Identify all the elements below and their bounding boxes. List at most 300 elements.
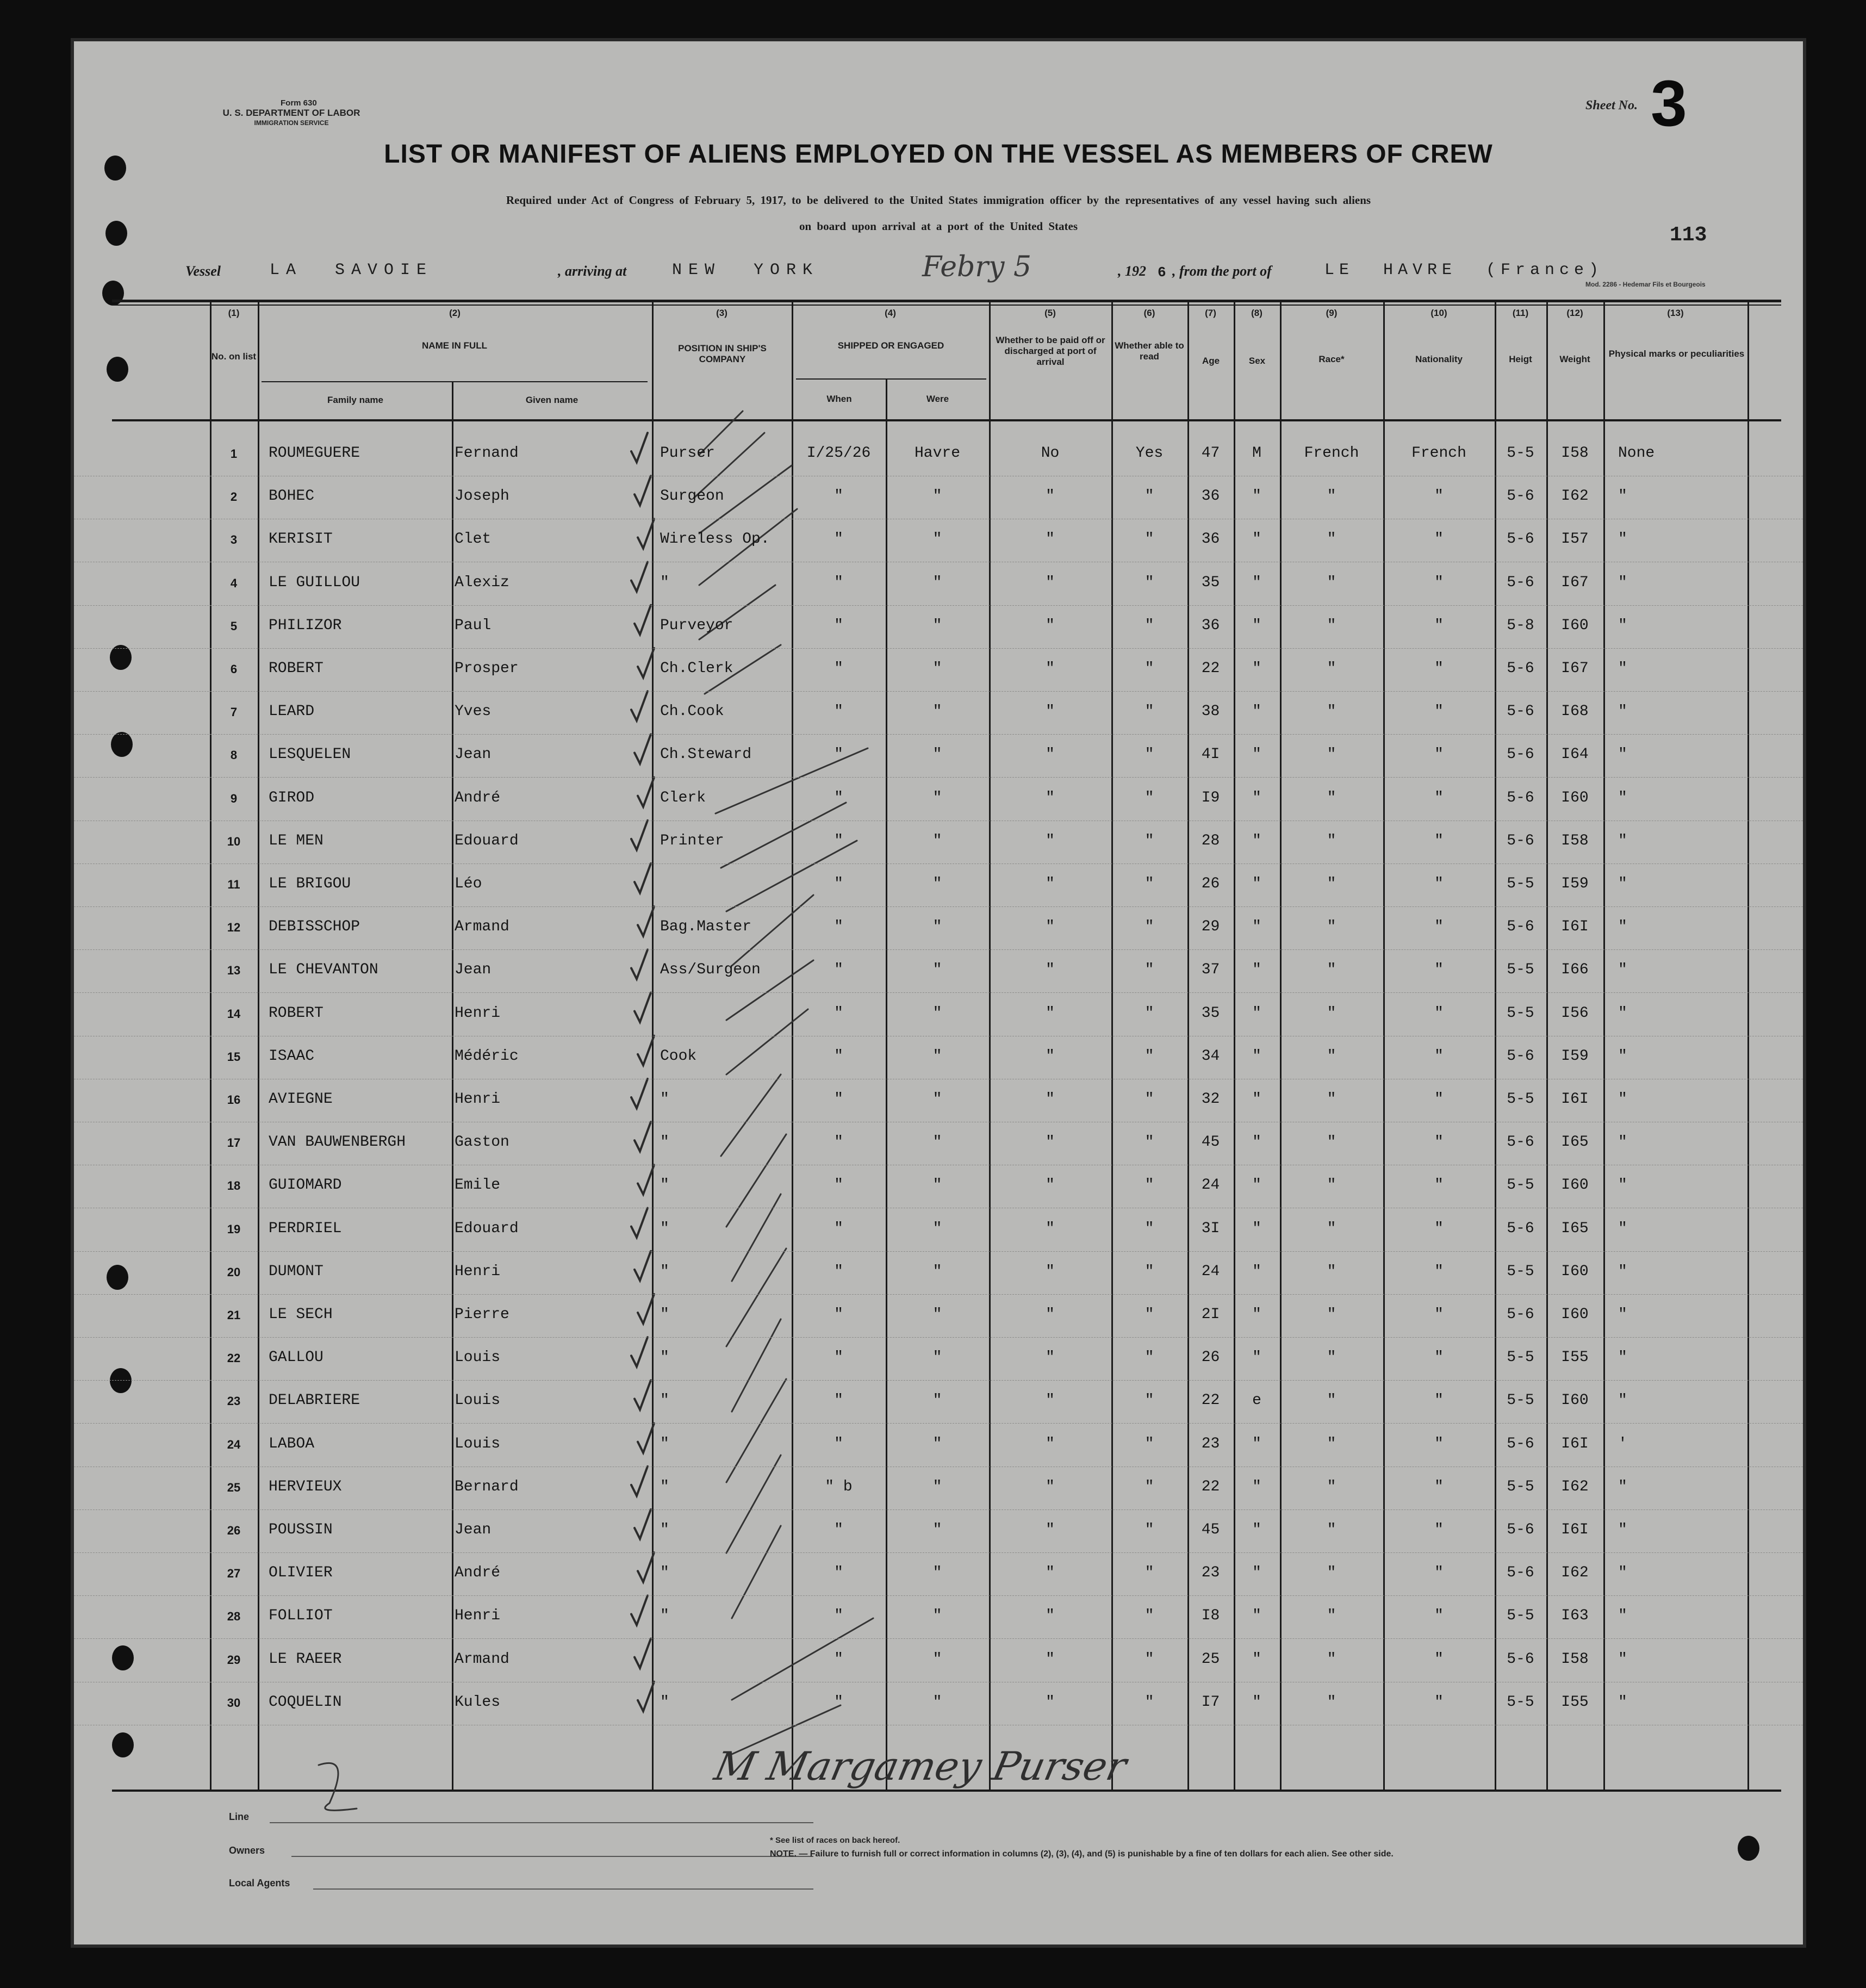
cell-weight: I6I [1561,1091,1589,1108]
col-num: (7) [1205,308,1216,318]
races-note: * See list of races on back hereof. [770,1836,900,1845]
cell-age: 36 [1201,488,1220,505]
table-row [74,605,1803,649]
cell-height: 5-5 [1507,1177,1534,1194]
cell-weight: I59 [1561,1047,1589,1065]
cell-where: " [932,1263,942,1280]
cell-weight: I55 [1561,1693,1589,1711]
col-num: (2) [449,308,461,318]
cell-given: Pierre [455,1306,509,1323]
cell-weight: I60 [1561,789,1589,806]
cell-family: LE SECH [269,1306,333,1323]
cell-marks: " [1618,1306,1627,1323]
cell-sex: " [1252,746,1261,763]
cell-paid: " [1046,488,1055,505]
cell-paid: " [1046,1650,1055,1668]
col-header-paid-off: Whether to be paid off or discharged at port of arrival [996,335,1105,367]
cell-marks: " [1618,918,1627,936]
cell-age: 24 [1201,1263,1220,1280]
table-row [74,1337,1803,1381]
cell-weight: I58 [1561,1650,1589,1668]
cell-sex: " [1252,1521,1261,1538]
cell-nat: " [1434,1435,1444,1452]
arrival-date-handwritten: Febry 5 [922,251,1032,283]
cell-no: 25 [227,1480,241,1494]
cell-height: 5-5 [1507,961,1534,979]
col-num: (11) [1512,308,1529,318]
cell-given: Médéric [455,1047,519,1065]
cell-read: " [1145,1263,1154,1280]
footer-line-label: Line [229,1811,250,1822]
cell-age: I7 [1201,1693,1220,1711]
cell-position: " [660,1306,669,1323]
cell-marks: " [1618,746,1627,763]
col-num: (12) [1566,308,1583,318]
cell-age: 35 [1201,574,1220,591]
cell-position: " [660,1435,669,1452]
cell-weight: I62 [1561,1564,1589,1582]
col-num: (3) [716,308,727,318]
cell-height: 5-6 [1507,1047,1534,1065]
cell-when: " [834,1047,843,1065]
cell-nat: " [1434,1220,1444,1237]
cell-position: " [660,1693,669,1711]
cell-weight: I6I [1561,1521,1589,1538]
cell-family: GIROD [269,789,315,806]
cell-family: ROBERT [269,1004,324,1022]
cell-nat: " [1434,1564,1444,1582]
cell-nat: " [1434,961,1444,979]
cell-nat: " [1434,1134,1444,1151]
cell-nat: " [1434,1478,1444,1495]
cell-weight: I66 [1561,961,1589,979]
cell-nat: " [1434,574,1444,591]
cell-weight: I60 [1561,1177,1589,1194]
cell-family: PHILIZOR [269,617,342,634]
cell-race: " [1327,617,1336,634]
cell-paid: " [1046,875,1055,892]
cell-no: 1 [230,447,238,461]
cell-race: " [1327,1306,1336,1323]
cell-age: 23 [1201,1435,1220,1452]
cell-family: OLIVIER [269,1564,333,1582]
cell-race: French [1304,445,1359,462]
col-num: (8) [1251,308,1262,318]
table-row [74,519,1803,562]
cell-family: PERDRIEL [269,1220,342,1237]
cell-race: " [1327,1091,1336,1108]
cell-nat: " [1434,617,1444,634]
footer-owners-label: Owners [229,1845,265,1856]
cell-where: " [932,1521,942,1538]
cell-no: 7 [230,705,238,719]
cell-given: Jean [455,961,492,979]
cell-age: I8 [1201,1607,1220,1625]
cell-age: 2I [1201,1306,1220,1323]
cell-weight: I64 [1561,746,1589,763]
cell-nat: " [1434,1091,1444,1108]
cell-paid: " [1046,1091,1055,1108]
cell-nat: French [1411,445,1466,462]
cell-where: " [932,1693,942,1711]
cell-when: " [834,1435,843,1452]
cell-sex: " [1252,1693,1261,1711]
table-row [74,734,1803,778]
cell-position: " [660,574,669,591]
cell-read: " [1145,746,1154,763]
cell-where: " [932,1607,942,1625]
sheet-label: Sheet No. [1585,98,1638,113]
cell-marks: " [1618,1349,1627,1366]
cell-race: " [1327,1004,1336,1022]
cell-sex: " [1252,832,1261,849]
cell-read: " [1145,1521,1154,1538]
cell-marks: " [1618,1004,1627,1022]
arrival-port: NEW YORK [672,261,819,279]
cell-where: " [932,531,942,548]
cell-no: 24 [227,1437,241,1451]
cell-height: 5-5 [1507,1263,1534,1280]
fine-note: NOTE. — Failure to furnish full or correct information in columns (2), (3), (4), and (5) is punishable by a fine of ten dollars for each alien. See other side. [770,1849,1394,1859]
table-row [74,1424,1803,1467]
cell-given: Léo [455,875,482,892]
cell-no: 12 [227,921,241,935]
cell-position: Bag.Master [660,918,752,936]
cell-read: " [1145,1478,1154,1495]
cell-when: " [834,1521,843,1538]
cell-weight: I65 [1561,1220,1589,1237]
stamp-number: 113 [1670,223,1707,247]
cell-age: 45 [1201,1134,1220,1151]
col-header-position: POSITION IN SHIP'S COMPANY [678,343,767,364]
cell-given: Jean [455,746,492,763]
cell-family: ROUMEGUERE [269,445,360,462]
cell-no: 29 [227,1652,241,1667]
cell-paid: " [1046,1607,1055,1625]
cell-weight: I6I [1561,1435,1589,1452]
cell-no: 11 [227,878,240,891]
cell-sex: " [1252,1607,1261,1625]
cell-nat: " [1434,1650,1444,1668]
cell-sex: " [1252,660,1261,677]
cell-sex: " [1252,1263,1261,1280]
cell-read: " [1145,832,1154,849]
cell-marks: " [1618,1134,1627,1151]
year-label: , 192 [1118,263,1146,279]
cell-when: " [834,703,843,720]
table-row [74,1467,1803,1510]
cell-weight: I58 [1561,832,1589,849]
cell-family: VAN BAUWENBERGH [269,1134,406,1151]
cell-height: 5-6 [1507,488,1534,505]
cell-paid: " [1046,1134,1055,1151]
cell-height: 5-5 [1507,1693,1534,1711]
cell-position: " [660,1177,669,1194]
cell-given: Henri [455,1091,501,1108]
cell-sex: " [1252,574,1261,591]
cell-race: " [1327,918,1336,936]
cell-position: Ass/Surgeon [660,961,761,979]
cell-given: Emile [455,1177,501,1194]
cell-paid: " [1046,1435,1055,1452]
cell-where: Havre [914,445,960,462]
cell-where: " [932,1564,942,1582]
cell-when: " [834,1650,843,1668]
cell-read: " [1145,1091,1154,1108]
arriving-label: , arriving at [558,263,627,279]
vessel-label: Vessel [185,263,221,279]
cell-read: " [1145,961,1154,979]
cell-height: 5-6 [1507,1521,1534,1538]
col-header-read: Whether able to read [1115,340,1184,362]
cell-when: " [834,918,843,936]
cell-age: 28 [1201,832,1220,849]
cell-when: " [834,1091,843,1108]
cell-family: LE BRIGOU [269,875,351,892]
cell-when: " [834,1693,843,1711]
cell-nat: " [1434,875,1444,892]
departure-port: LE HAVRE (France) [1324,261,1604,279]
cell-marks: " [1618,1220,1627,1237]
cell-read: " [1145,1392,1154,1409]
cell-when: " [834,1177,843,1194]
cell-no: 6 [230,662,238,676]
cell-weight: I62 [1561,488,1589,505]
cell-no: 30 [227,1695,241,1710]
cell-where: " [932,746,942,763]
cell-family: DELABRIERE [269,1392,360,1409]
table-row [74,906,1803,950]
cell-height: 5-5 [1507,1392,1534,1409]
cell-given: Edouard [455,1220,519,1237]
cell-family: GUIOMARD [269,1177,342,1194]
cell-age: 22 [1201,660,1220,677]
cell-read: " [1145,574,1154,591]
cell-age: 26 [1201,875,1220,892]
cell-no: 16 [227,1093,241,1107]
cell-race: " [1327,1650,1336,1668]
cell-read: " [1145,875,1154,892]
cell-paid: " [1046,918,1055,936]
cell-position: " [660,1478,669,1495]
cell-where: " [932,703,942,720]
col-header-weight: Weight [1559,354,1590,364]
cell-given: Fernand [455,445,519,462]
cell-marks: None [1618,445,1655,462]
cell-race: " [1327,1435,1336,1452]
cell-height: 5-5 [1507,1091,1534,1108]
cell-age: 36 [1201,531,1220,548]
cell-sex: " [1252,1650,1261,1668]
cell-read: " [1145,918,1154,936]
cell-marks: " [1618,1693,1627,1711]
table-row [74,1380,1803,1424]
cell-given: Alexiz [455,574,509,591]
cell-position: " [660,1564,669,1582]
col-header-no: No. on list [211,351,257,362]
cell-position: " [660,1392,669,1409]
cell-no: 20 [227,1265,241,1279]
cell-age: 32 [1201,1091,1220,1108]
cell-where: " [932,574,942,591]
cell-nat: " [1434,531,1444,548]
cell-when: " [834,875,843,892]
cell-where: " [932,660,942,677]
cell-where: " [932,1650,942,1668]
cell-race: " [1327,1392,1336,1409]
cell-family: GALLOU [269,1349,324,1366]
cell-family: COQUELIN [269,1693,342,1711]
table-row [74,821,1803,864]
cell-no: 15 [227,1049,241,1064]
cell-read: " [1145,1564,1154,1582]
cell-position: Ch.Clerk [660,660,733,677]
cell-marks: " [1618,1177,1627,1194]
cell-paid: " [1046,832,1055,849]
cell-height: 5-6 [1507,789,1534,806]
cell-paid: " [1046,1392,1055,1409]
cell-position: " [660,1091,669,1108]
cell-position: Wireless Op. [660,531,770,548]
table-row [74,433,1803,476]
table-row [74,1208,1803,1252]
cell-family: LEARD [269,703,315,720]
cell-read: " [1145,488,1154,505]
col-header-name: NAME IN FULL [422,340,487,351]
cell-race: " [1327,1263,1336,1280]
cell-sex: " [1252,1435,1261,1452]
cell-height: 5-6 [1507,746,1534,763]
cell-no: 8 [230,748,238,762]
cell-no: 10 [227,834,241,848]
cell-when: " [834,789,843,806]
cell-read: " [1145,660,1154,677]
cell-sex: " [1252,1047,1261,1065]
table-row [74,863,1803,907]
col-header-height: Heigt [1509,354,1532,364]
cell-age: 24 [1201,1177,1220,1194]
table-row [74,778,1803,821]
cell-no: 3 [230,533,238,547]
table-row [74,1595,1803,1639]
cell-given: Louis [455,1392,501,1409]
cell-when: " [834,617,843,634]
cell-height: 5-6 [1507,1435,1534,1452]
cell-marks: " [1618,1607,1627,1625]
cell-race: " [1327,1521,1336,1538]
col-header-when: When [826,394,852,404]
cell-race: " [1327,1134,1336,1151]
cell-given: Jean [455,1521,492,1538]
cell-height: 5-6 [1507,660,1534,677]
cell-read: " [1145,1134,1154,1151]
cell-race: " [1327,832,1336,849]
cell-read: " [1145,531,1154,548]
cell-age: 47 [1201,445,1220,462]
cell-race: " [1327,1478,1336,1495]
cell-height: 5-6 [1507,832,1534,849]
table-row [74,1509,1803,1553]
cell-when: " [834,832,843,849]
cell-marks: " [1618,660,1627,677]
table-row [74,562,1803,606]
cell-race: " [1327,746,1336,763]
cell-marks: " [1618,1521,1627,1538]
col-header-age: Age [1202,356,1220,366]
cell-position: " [660,1349,669,1366]
department-label: U. S. DEPARTMENT OF LABOR [222,108,360,118]
cell-marks: " [1618,617,1627,634]
cell-paid: " [1046,531,1055,548]
col-num: (6) [1143,308,1155,318]
col-header-sex: Sex [1248,356,1266,366]
cell-where: " [932,961,942,979]
cell-height: 5-6 [1507,574,1534,591]
cell-paid: " [1046,789,1055,806]
cell-sex: " [1252,961,1261,979]
cell-where: " [932,1306,942,1323]
cell-when: " [834,531,843,548]
form-number: Form 630 [281,98,317,108]
cell-age: 45 [1201,1521,1220,1538]
cell-given: André [455,789,501,806]
cell-marks: " [1618,1047,1627,1065]
cell-paid: " [1046,1478,1055,1495]
cell-given: Henri [455,1607,501,1625]
cell-race: " [1327,660,1336,677]
cell-weight: I67 [1561,660,1589,677]
cell-sex: " [1252,703,1261,720]
cell-race: " [1327,703,1336,720]
cell-no: 13 [227,964,241,978]
cell-nat: " [1434,1349,1444,1366]
cell-age: 37 [1201,961,1220,979]
cell-when: I/25/26 [806,445,871,462]
cell-nat: " [1434,1392,1444,1409]
cell-position: " [660,1263,669,1280]
cell-family: POUSSIN [269,1521,333,1538]
cell-family: ROBERT [269,660,324,677]
cell-where: " [932,1478,942,1495]
cell-height: 5-5 [1507,1349,1534,1366]
cell-where: " [932,1392,942,1409]
cell-read: " [1145,1607,1154,1625]
cell-age: 25 [1201,1650,1220,1668]
cell-race: " [1327,1693,1336,1711]
cell-read: " [1145,789,1154,806]
cell-family: FOLLIOT [269,1607,333,1625]
cell-marks: " [1618,1478,1627,1495]
col-num: (10) [1430,308,1447,318]
cell-sex: " [1252,1177,1261,1194]
table-row [74,1036,1803,1079]
table-row [74,1639,1803,1682]
cell-paid: " [1046,1177,1055,1194]
cell-when: " [834,660,843,677]
table-row [74,949,1803,993]
cell-when: " [834,1134,843,1151]
cell-read: Yes [1135,445,1164,462]
cell-given: Henri [455,1263,501,1280]
cell-position: Purser [660,445,715,462]
cell-race: " [1327,789,1336,806]
cell-where: " [932,789,942,806]
cell-position: " [660,1134,669,1151]
cell-paid: " [1046,961,1055,979]
cell-weight: I60 [1561,617,1589,634]
cell-marks: " [1618,961,1627,979]
cell-height: 5-6 [1507,1564,1534,1582]
